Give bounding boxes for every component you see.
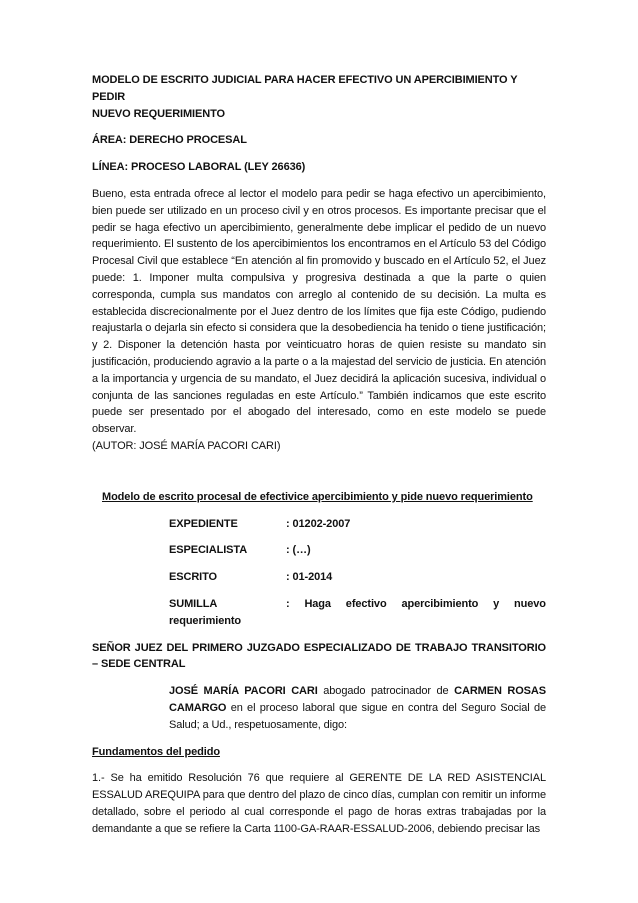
section-heading: Fundamentos del pedido [92, 745, 220, 758]
field-value: : 01202-2007 [286, 517, 351, 530]
field-value: : 01-2014 [286, 571, 333, 584]
field-key: ESCRITO [169, 571, 217, 584]
sumilla-value [286, 596, 546, 613]
author-credit: (AUTOR: JOSÉ MARÍA PACORI CARI) [92, 439, 281, 452]
sumilla-word: Haga [304, 597, 331, 610]
field-key: EXPEDIENTE [169, 517, 238, 530]
area-label: ÁREA: DERECHO PROCESAL [92, 134, 247, 147]
sumilla-word: efectivo [345, 597, 387, 610]
lawyer-name: JOSÉ MARÍA PACORI CARI [169, 685, 318, 698]
sumilla-word: y [493, 597, 500, 610]
model-title: Modelo de escrito procesal de efectivice apercibimiento y pide nuevo requerimiento [102, 490, 533, 503]
sumilla-word: : [286, 597, 290, 610]
field-key: ESPECIALISTA [169, 544, 248, 557]
linea-label: LÍNEA: PROCESO LABORAL (LEY 26636) [92, 161, 306, 174]
title-line-1: MODELO DE ESCRITO JUDICIAL PARA HACER EFECTIVO UN APERCIBIMIENTO Y PEDIR [92, 74, 518, 103]
appearance-paragraph [169, 683, 546, 733]
document-title [92, 72, 546, 122]
intro-paragraph: Bueno, esta entrada ofrece al lector el modelo para pedir se haga efectivo un apercibimiento, bien puede ser utilizado en un proceso civil y en otros procesos. Es importante precisar que el pedir se haga efectivo un apercibimiento, generalmente debe implicar el pedido de un nuevo requerimiento. El sustento de los apercibimientos los encontramos en el Artículo 53 del Código Procesal Civil que establece “En atención al fin promovido y buscado en el Artículo 52, el Juez puede: 1. Imponer multa compulsiva y progresiva destinada a que la parte o quien corresponda, cumpla sus mandatos con arreglo al contenido de su decisión. La multa es establecida discrecionalmente por el Juez dentro de los límites que fija este Código, pudiendo reajustarla o dejarla sin efecto si considera que la desobediencia ha tenido o tiene justificación; y 2. Disponer la detención hasta por veinticuatro horas de quien resiste su mandato sin justificación, produciendo agravio a la parte o a la majestad del servicio de justicia. En atención a la importancia y urgencia de su mandato, el Juez decidirá la aplicación sucesiva, individual o conjunta de las sanciones reguladas en este Artículo.” También indicamos que este escrito puede ser presentado por el abogado del interesado, como en este modelo se puede observar. [92, 187, 546, 436]
field-value: : (…) [286, 544, 311, 557]
paragraph-1: 1.- Se ha emitido Resolución 76 que requiere al GERENTE DE LA RED ASISTENCIAL ESSALUD AREQUIPA para que dentro del plazo de cinco días, cumplan con remitir un informe detallado, sobre el periodo al cual corresponde el pago de horas extras trabajadas por la demandante a que se refiere la Carta 1100-GA-RAAR-ESSALUD-2006, debiendo precisar las [92, 772, 546, 835]
sumilla-word: apercibimiento [401, 597, 479, 610]
sumilla-continuation: requerimiento [169, 614, 242, 627]
appearance-text-1: abogado patrocinador de [317, 685, 455, 698]
judge-address: SEÑOR JUEZ DEL PRIMERO JUZGADO ESPECIALIZADO DE TRABAJO TRANSITORIO – SEDE CENTRAL [92, 641, 546, 671]
field-row-escrito [169, 569, 546, 586]
title-line-2: NUEVO REQUERIMIENTO [92, 107, 225, 120]
field-row-especialista [169, 542, 546, 559]
client-name: CARMEN ROSAS CAMARGO [169, 685, 546, 714]
spacer [92, 455, 546, 489]
appearance-text-2: en el proceso laboral que sigue en contra del Seguro Social de Salud; a Ud., respetuosamente, digo: [169, 701, 546, 731]
field-key: SUMILLA [169, 597, 218, 610]
sumilla-word: nuevo [514, 597, 546, 610]
field-row-sumilla [169, 596, 546, 613]
field-row-expediente [169, 516, 546, 533]
